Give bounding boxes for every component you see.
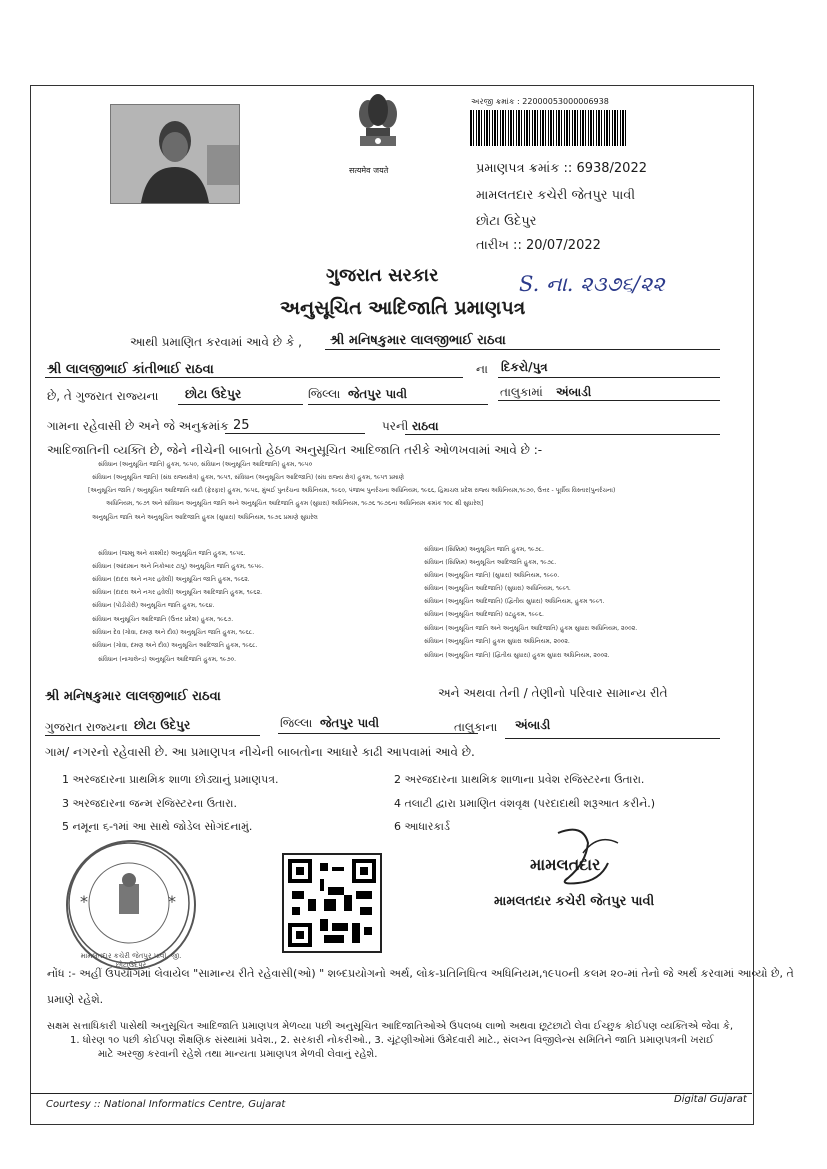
certificate-number: પ્રમાણપત્ર ક્રમાંક :: 6938/2022: [476, 161, 647, 176]
tribe-underline: [405, 434, 720, 435]
footer-brand: Digital Gujarat: [674, 1094, 747, 1105]
document-item: 4 તલાટી દ્વારા પ્રમાણિત વંશવૃક્ષ (પરદાદાથી શરૂઆત કરીને.): [394, 797, 656, 810]
repeat-applicant-name: શ્રી મનિષકુમાર લાલજીભાઈ રાઠવા: [45, 689, 221, 704]
taluka: જેતપુર પાવી: [348, 387, 408, 401]
order-right: સંવિધાન (અનુસૂચિત આદિજાતિ) (સુધારા) અધિનિયમ, ૧૯૯૧.: [424, 585, 571, 592]
taluka-underline: [308, 404, 488, 405]
order-intro-line: અનુસૂચિત જાતિ અને અનુસૂચિત આદિજાતિ હુકમ (સુધારા) અધિનિયમ, ૧૯૭૬ પ્રમાણે સુધારેલ: [92, 514, 318, 521]
document-item: 1 અરજદારના પ્રાથમિક શાળા છોડ્યાનું પ્રમાણપત્ર.: [62, 773, 279, 786]
note-line: પ્રમાણે રહેશે.: [47, 993, 104, 1006]
footer-divider: [30, 1093, 752, 1094]
district-label: જિલ્લા: [308, 387, 341, 401]
relation: દિકરો/પુત્ર: [501, 360, 548, 374]
certificate-title: અનુસૂચિત આદિજાતિ પ્રમાણપત્ર: [280, 297, 526, 319]
applicant-name-underline: [325, 349, 720, 350]
qr-code: [282, 853, 382, 953]
document-item: 3 અરજદારના જન્મ રજિસ્ટરના ઉતારા.: [62, 797, 237, 810]
district-underline: [178, 404, 303, 405]
order-left: સંવિધાન (આંદામાન અને નિકોબાર ટાપુ) અનુસૂચિત જાતિ હુકમ, ૧૯૫૯.: [92, 563, 264, 570]
order-left: સંવિધાન (ગોવા, દમણ અને દીવ) અનુસૂચિત આદિજાતિ હુકમ, ૧૯૬૮.: [92, 642, 258, 649]
order-left: સંવિધાન (દાદરા અને નગર હવેલી) અનુસૂચિત જાતિ હુકમ, ૧૯૬૨.: [92, 576, 250, 583]
serial-number: 25: [233, 418, 250, 433]
village-2-underline: [505, 738, 720, 739]
relation-underline: [498, 377, 720, 378]
village: અંબાડી: [556, 385, 592, 399]
document-item: 6 આધારકાર્ડ: [394, 820, 450, 833]
order-left: સંવિધાન અનુસૂચિત આદિજાતિ (ઉત્તર પ્રદેશ) હુકમ, ૧૯૬૭.: [92, 616, 234, 623]
taluka-2-underline: [278, 733, 478, 734]
order-left: સંવિધાન (નાગાલેન્ડ) અનુસૂચિત આદિજાતિ હુકમ, ૧૯૭૦.: [98, 656, 237, 663]
order-right: સંવિધાન (અનુસૂચિત જાતિ અને અનુસૂચિત આદિજાતિ) હુકમ સુધારા અધિનિયમ, ૨૦૦૨.: [424, 625, 638, 632]
taluka-label: તાલુકામાં: [500, 385, 543, 399]
signatory-designation: મામલતદાર કચેરી જેતપુર પાવી: [494, 894, 655, 909]
district-label-2: જિલ્લા: [280, 716, 313, 730]
handwritten-reference: S. ના. ૨૩૭૬/૨૨: [519, 272, 665, 296]
authority-line: 1. ધોરણ ૧૦ પછી કોઈપણ શૈક્ષણિક સંસ્થામાં પ્રવેશ., 2. સરકારી નોકરીઓ., 3. ચૂંટણીઓમાં ઉમેદવારી માટે., સંલગ્ન વિજીલેન્સ સમિતિને જાતિ પ્રમાણપત્રની ખરાઈ: [70, 1035, 714, 1046]
certify-prefix: આથી પ્રમાણિત કરવામાં આવે છે કે ,: [130, 335, 302, 349]
signature-handwritten: મામલતદાર: [530, 855, 601, 874]
applicant-name: શ્રી મનિષકુમાર લાલજીભાઈ રાઠવા: [330, 333, 506, 348]
family-statement: અને અથવા તેની / તેણીનો પરિવાર સામાન્ય રીતે: [438, 686, 668, 700]
order-right: સંવિધાન (અનુસૂચિત આદિજાતિ) (દ્વિતીય સુધારા) અધિનિયમ, હુકમ ૧૯૯૧.: [424, 598, 605, 605]
taluka-2: જેતપુર પાવી: [320, 716, 380, 730]
order-right: સંવિધાન (અનુસૂચિત જાતિ) હુકમ સુધારા અધિનિયમ, ૨૦૦૨.: [424, 638, 570, 645]
tribe-statement: આદિજાતિની વ્યક્તિ છે, જેને નીચેની બાબતો હેઠળ અનુસૂચિત આદિજાતિ તરીકે ઓળખવામાં આવે છે :-: [47, 443, 543, 457]
svg-text:*: *: [80, 892, 88, 911]
order-left: સંવિધાન દેવ (ગોવા, દમણ અને દીવ) અનુસૂચિત જાતિ હુકમ, ૧૯૬૮.: [92, 629, 255, 636]
issue-date: તારીખ :: 20/07/2022: [476, 238, 601, 253]
authority-line: માટે અરજી કરવાની રહેશે તથા માન્યતા પ્રમાણપત્ર મેળવી લેવાનું રહેશે.: [98, 1049, 378, 1060]
father-name: શ્રી લાલજીભાઈ કાંતીભાઈ રાઠવા: [47, 362, 214, 377]
order-right: સંવિધાન (સિક્કિમ) અનુસૂચિત આદિજાતિ હુકમ, ૧૯૭૮.: [424, 559, 557, 566]
applicant-photo: [110, 104, 240, 204]
state-prefix: છે, તે ગુજરાત રાજ્યના: [47, 389, 159, 403]
authority-line: સક્ષમ સત્તાધિકારી પાસેથી અનુસૂચિત આદિજાતિ પ્રમાણપત્ર મેળવ્યા પછી અનુસૂચિત આદિજાતિઓએ ઉપલબ્ધ લાભો અથવા છૂટછાટો લેવા ઈચ્છુક કોઈપણ વ્યક્તિએ જેવા કે,: [47, 1021, 734, 1032]
order-left: સંવિધાન (દાદરા અને નગર હવેલી) અનુસૂચિત આદિજાતિ હુકમ, ૧૯૬૨.: [92, 589, 263, 596]
application-number: અરજી ક્રમાંક : 22000053000006938: [471, 97, 609, 106]
document-item: 5 નમૂના ૬-૧માં આ સાથે જોડેલ સોગંદનામું.: [62, 820, 253, 833]
village-underline: [498, 400, 720, 401]
order-left: સંવિધાન (જમ્મુ અને કાશ્મીર) અનુસૂચિત જાતિ હુકમ, ૧૯૫૬.: [98, 550, 246, 557]
village-2: અંબાડી: [515, 718, 551, 732]
order-right: સંવિધાન (અનુસૂચિત આદિજાતિ) વટહુકમ, ૧૯૯૬.: [424, 611, 544, 618]
svg-text:*: *: [168, 892, 176, 911]
order-left: સંવિધાન (પોંડીચેરી) અનુસૂચિત જાતિ હુકમ, ૧૯૬૪.: [92, 602, 215, 609]
village-prefix: ગામના રહેવાસી છે અને જે અનુક્રમાંક: [47, 419, 229, 433]
order-intro-line: અધિનિયમ, ૧૯૭૧ અને સંવિધાન અનુસૂચિત જાતિ અને અનુસૂચિત આદિજાતિ હુકમ (સુધારા) અધિનિયમ, ૧૯૭૬ ૧૯૭૬ના અધિનિયમ ક્રમાંક ૧૦૮ થી સુધારેલ]: [106, 500, 484, 507]
tribe-name: રાઠવા: [412, 419, 439, 433]
barcode: [470, 110, 626, 146]
state-prefix-2: ગુજરાત રાજ્યના: [45, 720, 128, 734]
order-intro-line: [અનુસૂચિત જાતિ / અનુસૂચિત આદિજાતિ યાદી (ફેરફાર) હુકમ, ૧૯૫૬, મુંબઈ પુનર્રચના અધિનિયમ, ૧૯૬૦, પંજાબ પુનર્રચના અધિનિયમ, ૧૯૬૬, હિમાચલ પ્રદેશ રાજ્ય અધિનિયમ,૧૯૭૦, ઉત્તર - પૂર્વીય વિસ્તાર(પુનર્રચના): [88, 487, 616, 494]
document-item: 2 અરજદારના પ્રાથમિક શાળાના પ્રવેશ રજિસ્ટરના ઉતારા.: [394, 773, 645, 786]
taluka-label-2: તાલુકાના: [454, 720, 498, 734]
residency-statement: ગામ/ નગરનો રહેવાસી છે. આ પ્રમાણપત્ર નીચેની બાબતોના આધારે કાઢી આપવામાં આવે છે.: [45, 745, 475, 759]
order-right: સંવિધાન (સિક્કિમ) અનુસૂચિત જાતિ હુકમ, ૧૯૭૮.: [424, 546, 544, 553]
order-intro-line: સંવિધાન (અનુસૂચિત જાતિ) હુકમ, ૧૯૫૦, સંવિધાન (અનુસૂચિત આદિજાતિ) હુકમ, ૧૯૫૦: [98, 461, 313, 468]
seal-text: મામલતદાર કચેરી જેતપુર પાવી, જી. છોટાઉદેપુર: [80, 952, 182, 969]
emblem-caption: सत्यमेव जयते: [349, 166, 389, 175]
office-seal: [66, 840, 196, 970]
par-label: પરની: [382, 419, 409, 433]
father-name-underline: [45, 377, 463, 378]
order-intro-line: સંવિધાન (અનુસૂચિત જાતિ) (સંઘ રાજ્યક્ષેત્ર) હુકમ, ૧૯૫૧, સંવિધાન (અનુસૂચિત આદિજાતિ) (સંઘ રાજ્ય ક્ષેત્ર) હુકમ, ૧૯૫૧ પ્રમાણે: [92, 474, 405, 481]
note-line: નોંધ :- અહીં ઉપયોગમાં લેવાયેલ "સામાન્ય રીતે રહેવાસી(ઓ) " શબ્દપ્રયોગનો અર્થ, લોક-પ્રતિનિધિત્વ અધિનિયમ,૧૯૫૦ની કલમ ૨૦-માં તેનો જે અર્થ કરવામાં આવ્યો છે, તે: [47, 967, 794, 980]
header-district: છોટા ઉદેપુર: [476, 214, 537, 229]
district-2: છોટા ઉદેપુર: [134, 718, 191, 732]
state-emblem-icon: [346, 88, 410, 164]
na-label: ના: [476, 362, 488, 376]
district-2-underline: [45, 735, 260, 736]
serial-underline: [225, 433, 365, 434]
order-right: સંવિધાન (અનુસૂચિત જાતિ) (દ્વિતીય સુધારા) હુકમ સુધારા અધિનિયમ, ૨૦૦૨.: [424, 652, 610, 659]
district: છોટા ઉદેપુર: [185, 387, 242, 401]
order-right: સંવિધાન (અનુસૂચિત જાતિ) (સુધારા) અધિનિયમ, ૧૯૯૦.: [424, 572, 560, 579]
issuing-office: મામલતદાર કચેરી જેતપુર પાવી: [476, 188, 636, 203]
footer-courtesy: Courtesy :: National Informatics Centre, Gujarat: [46, 1099, 286, 1110]
government-title: ગુજરાત સરકાર: [326, 265, 439, 286]
